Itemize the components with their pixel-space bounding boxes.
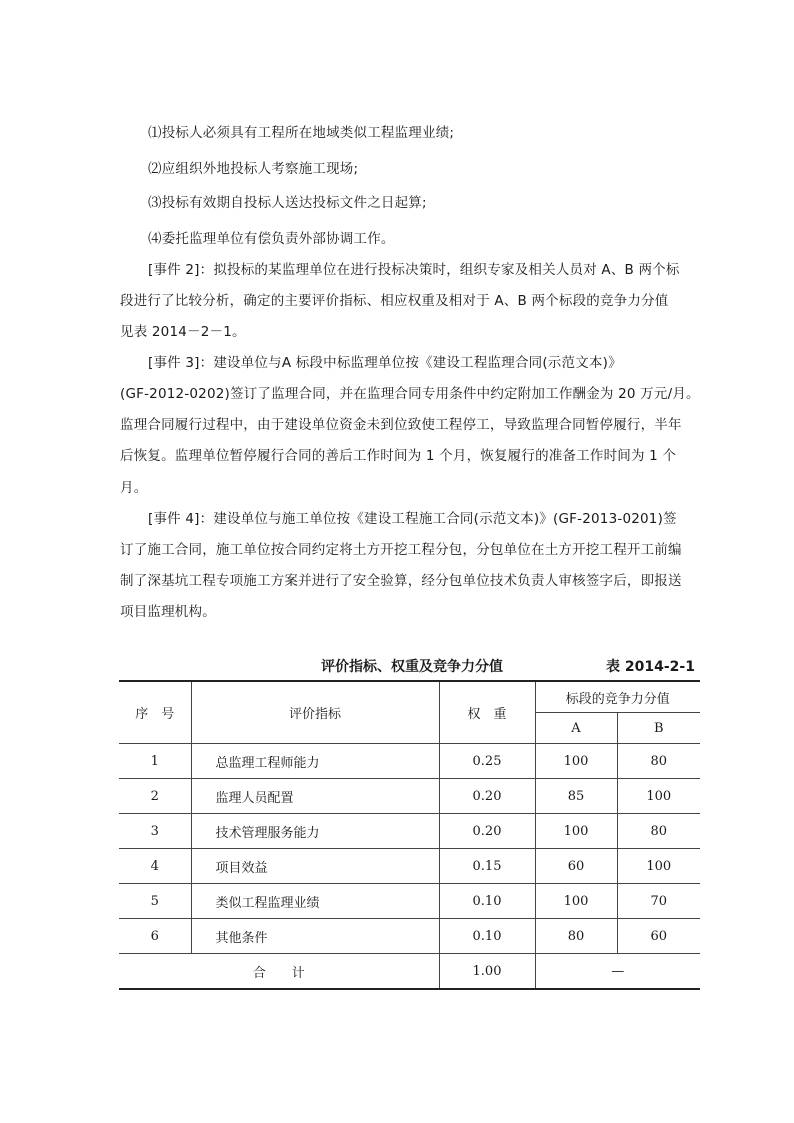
table-row xyxy=(119,814,700,849)
paragraph-line: [事件 4]：建设单位与施工单位按《建设工程施工合同(示范文本)》(GF-2013-0201)签 xyxy=(148,511,677,527)
cell-indicator: 技术管理服务能力 xyxy=(191,814,439,849)
paragraph-line: 项目监理机构。 xyxy=(120,604,216,620)
paragraph-line: ⑴投标人必须具有工程所在地域类似工程监理业绩; xyxy=(148,125,455,141)
header-col-a: A xyxy=(535,713,617,744)
cell-score-a: 100 xyxy=(535,814,617,849)
cell-score-b: 80 xyxy=(617,744,700,779)
cell-indicator: 其他条件 xyxy=(191,919,439,954)
cell-indicator: 监理人员配置 xyxy=(191,779,439,814)
cell-score-a: 60 xyxy=(535,849,617,884)
paragraph-line: 后恢复。监理单位暂停履行合同的善后工作时间为 1 个月，恢复履行的准备工作时间为 1 个 xyxy=(120,448,677,464)
table-row xyxy=(119,919,700,954)
cell-weight: 0.25 xyxy=(439,744,535,779)
cell-indicator: 项目效益 xyxy=(191,849,439,884)
table-caption: 评价指标、权重及竞争力分值 xyxy=(321,659,503,675)
cell-weight: 0.15 xyxy=(439,849,535,884)
table-row xyxy=(119,849,700,884)
cell-seq: 3 xyxy=(119,814,191,849)
cell-seq: 4 xyxy=(119,849,191,884)
paragraph-line: 见表 2014－2－1。 xyxy=(120,324,246,340)
cell-seq: 1 xyxy=(119,744,191,779)
cell-seq: 6 xyxy=(119,919,191,954)
table-number: 表 2014-2-1 xyxy=(606,659,695,675)
cell-seq: 5 xyxy=(119,884,191,919)
evaluation-table xyxy=(119,680,700,990)
table-total-row xyxy=(119,954,700,990)
cell-score-b: 100 xyxy=(617,849,700,884)
paragraph-line: ⑵应组织外地投标人考察施工现场; xyxy=(148,161,359,177)
paragraph-line: 订了施工合同，施工单位按合同约定将土方开挖工程分包，分包单位在土方开挖工程开工前编 xyxy=(120,542,682,558)
cell-score-a: 100 xyxy=(535,884,617,919)
header-score-group: 标段的竞争力分值 xyxy=(535,681,700,713)
paragraph-line: ⑶投标有效期自投标人送达投标文件之日起算; xyxy=(148,195,427,211)
total-label: 合 计 xyxy=(119,954,439,990)
table-row xyxy=(119,884,700,919)
cell-score-a: 100 xyxy=(535,744,617,779)
cell-indicator: 总监理工程师能力 xyxy=(191,744,439,779)
paragraph-line: ⑷委托监理单位有偿负责外部协调工作。 xyxy=(148,231,395,247)
total-weight: 1.00 xyxy=(439,954,535,990)
cell-weight: 0.10 xyxy=(439,884,535,919)
cell-score-b: 70 xyxy=(617,884,700,919)
cell-weight: 0.10 xyxy=(439,919,535,954)
cell-score-b: 60 xyxy=(617,919,700,954)
paragraph-line: 制了深基坑工程专项施工方案并进行了安全验算，经分包单位技术负责人审核签字后，即报送 xyxy=(120,573,682,589)
table-row xyxy=(119,744,700,779)
cell-score-b: 80 xyxy=(617,814,700,849)
header-weight: 权 重 xyxy=(439,681,535,744)
paragraph-line: [事件 2]：拟投标的某监理单位在进行投标决策时，组织专家及相关人员对 A、B 两个标 xyxy=(148,262,680,278)
paragraph-line: (GF-2012-0202)签订了监理合同，并在监理合同专用条件中约定附加工作酬金为 20 万元/月。 xyxy=(120,386,700,402)
cell-score-a: 80 xyxy=(535,919,617,954)
header-col-b: B xyxy=(617,713,700,744)
cell-score-b: 100 xyxy=(617,779,700,814)
paragraph-line: [事件 3]：建设单位与A 标段中标监理单位按《建设工程监理合同(示范文本)》 xyxy=(148,355,622,371)
cell-indicator: 类似工程监理业绩 xyxy=(191,884,439,919)
paragraph-line: 段进行了比较分析，确定的主要评价指标、相应权重及相对于 A、B 两个标段的竞争力分值 xyxy=(120,293,669,309)
paragraph-line: 监理合同履行过程中，由于建设单位资金未到位致使工程停工，导致监理合同暂停履行，半年 xyxy=(120,417,682,433)
header-seq: 序 号 xyxy=(119,681,191,744)
cell-score-a: 85 xyxy=(535,779,617,814)
cell-seq: 2 xyxy=(119,779,191,814)
total-scores: — xyxy=(535,954,700,990)
table-row xyxy=(119,779,700,814)
header-indicator: 评价指标 xyxy=(191,681,439,744)
cell-weight: 0.20 xyxy=(439,814,535,849)
paragraph-line: 月。 xyxy=(120,480,148,496)
cell-weight: 0.20 xyxy=(439,779,535,814)
